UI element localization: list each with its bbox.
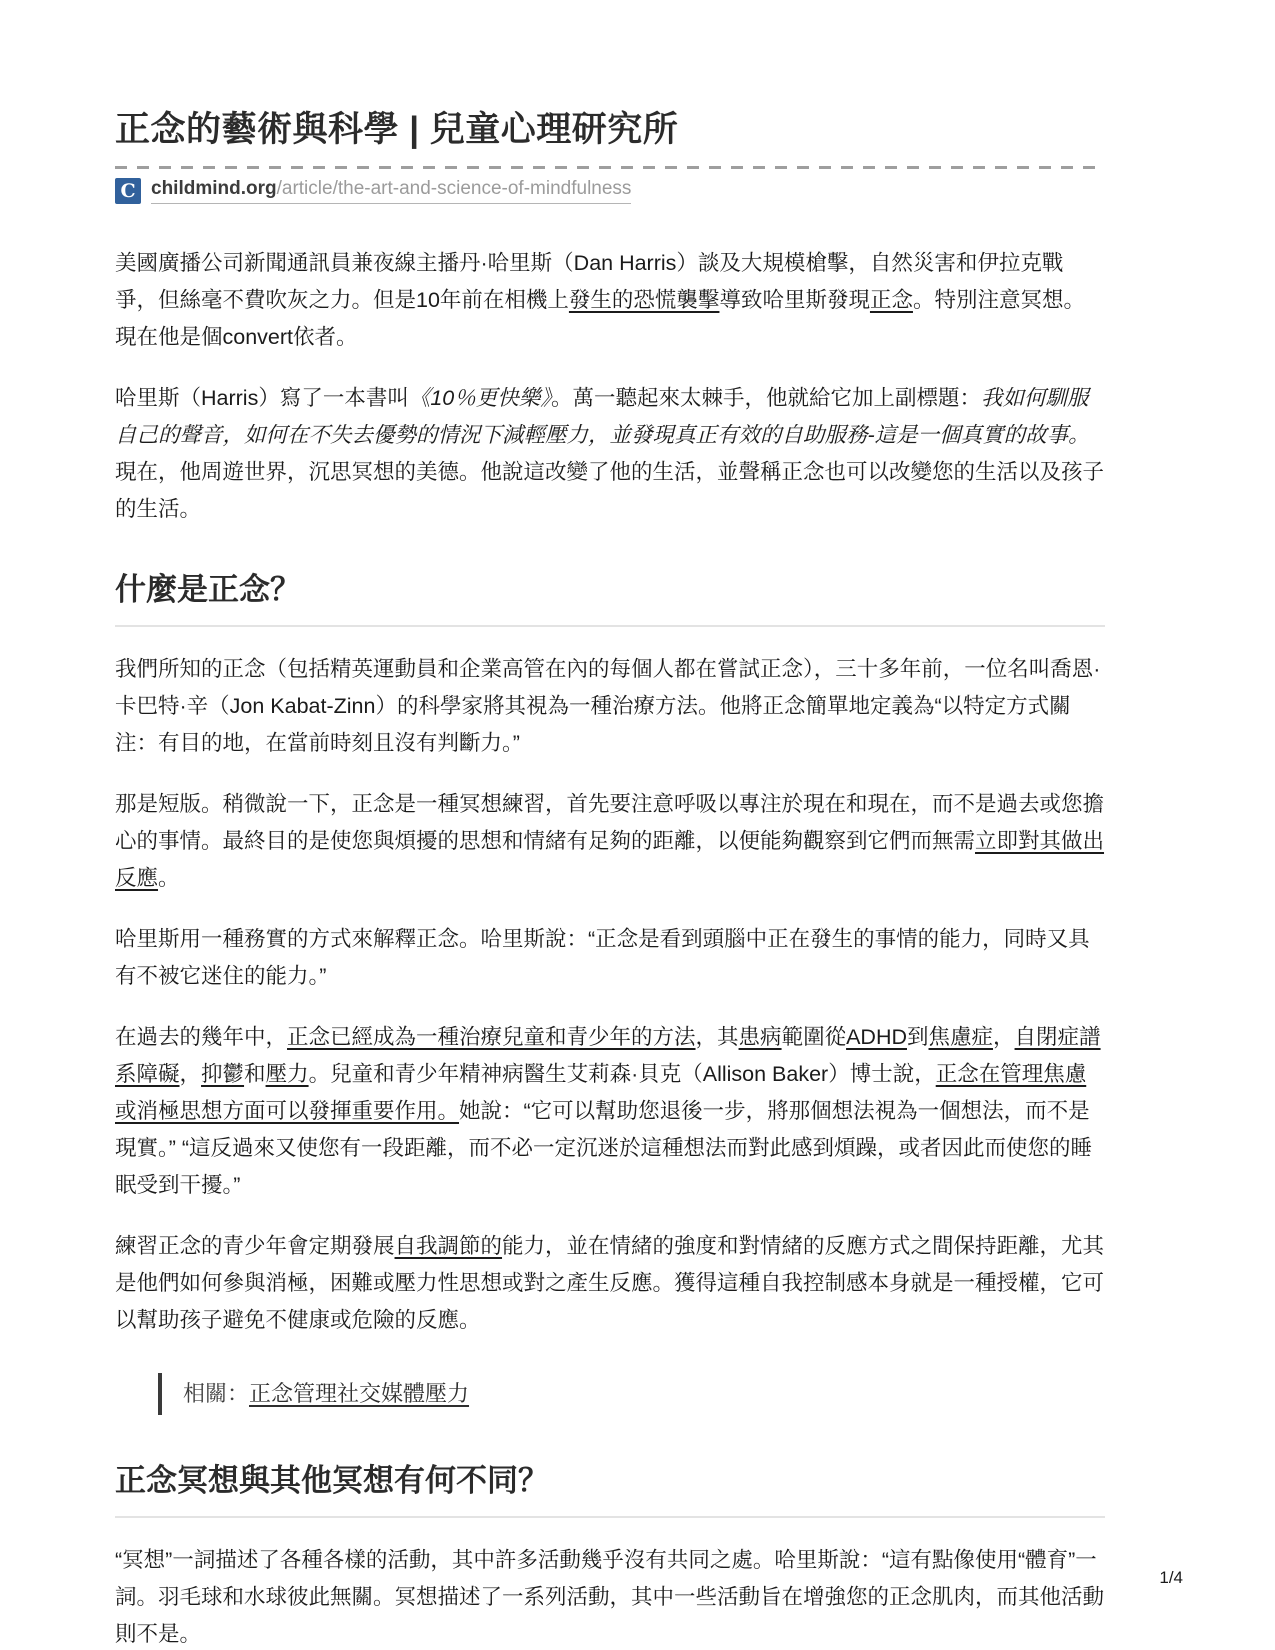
text-segment: 。兒童和青少年精神病醫生艾莉森·貝克（Allison Baker）博士說，: [308, 1062, 936, 1087]
inline-link[interactable]: 焦慮症: [928, 1025, 994, 1050]
inline-link[interactable]: 患病: [738, 1025, 782, 1050]
text-segment: ，: [179, 1062, 202, 1087]
inline-link[interactable]: 正念: [869, 288, 913, 313]
inline-link[interactable]: 正念管理社交媒體壓力: [249, 1381, 470, 1407]
inline-link[interactable]: 自我調節的: [394, 1234, 503, 1259]
inline-link[interactable]: 立即對其做出反應: [115, 829, 1105, 891]
site-favicon-icon: C: [115, 178, 141, 204]
paragraph: [115, 651, 1105, 762]
section-heading: 正念冥想與其他冥想有何不同？: [115, 1455, 1105, 1518]
inline-link[interactable]: 自閉症譜系障礙: [115, 1025, 1101, 1087]
inline-link[interactable]: 正念已經成為一種治療兒童和青少年的方法: [287, 1025, 696, 1050]
inline-link[interactable]: 正念在管理焦慮或消極思想方面可以發揮重要作用。: [115, 1062, 1087, 1124]
inline-link[interactable]: ADHD: [846, 1025, 907, 1050]
text-segment: 她說：“它可以幫助您退後一步，將那個想法視為一個想法，而不是現實。” “這反過來又使您有一段距離，而不必一定沉迷於這種想法而對此感到煩躁，或者因此而使您的睡眠受到干擾。”: [115, 1099, 1093, 1198]
source-domain: childmind.org: [151, 178, 277, 200]
inline-link[interactable]: 壓力: [265, 1062, 309, 1087]
text-segment: 。萬一聽起來太棘手，他就給它加上副標題：: [551, 386, 982, 411]
page-content: [115, 0, 1105, 1650]
text-segment: 那是短版。稍微說一下，正念是一種冥想練習，首先要注意呼吸以專注於現在和現在，而不是過去或您擔心的事情。最終目的是使您與煩擾的思想和情緒有足夠的距離，以便能夠觀察到它們而無需: [115, 792, 1105, 854]
source-url-link[interactable]: [151, 178, 631, 204]
page-number: 1/4: [1159, 1568, 1183, 1587]
paragraph: [115, 245, 1105, 356]
text-segment: 和: [244, 1062, 266, 1087]
paragraph: [115, 921, 1105, 995]
page-title: 正念的藝術與科學 | 兒童心理研究所: [115, 110, 679, 149]
article-content: [115, 245, 1105, 1650]
text-segment: 到: [907, 1025, 929, 1050]
paragraph: [115, 1542, 1105, 1650]
text-segment: ，其: [695, 1025, 739, 1050]
text-segment: 。特別注意冥想。現在他是個convert依者。: [115, 288, 1085, 350]
paragraph: [115, 786, 1105, 897]
dashed-separator: [115, 166, 1105, 169]
inline-link[interactable]: 抑鬱: [201, 1062, 245, 1087]
paragraph: [115, 1019, 1105, 1204]
inline-link[interactable]: 發生的恐慌襲擊: [568, 288, 720, 313]
paragraph: [115, 380, 1105, 528]
text-segment: 我們所知的正念（包括精英運動員和企業高管在內的每個人都在嘗試正念），三十多年前，一位名叫喬恩·卡巴特·辛（Jon Kabat-Zinn）的科學家將其視為一種治療方法。他將正念簡單地定義為“以特定方式關注：有目的地，在當前時刻且沒有判斷力。”: [115, 657, 1101, 756]
text-segment: 哈里斯用一種務實的方式來解釋正念。哈里斯說：“正念是看到頭腦中正在發生的事情的能力，同時又具有不被它迷住的能力。”: [115, 927, 1090, 989]
section-heading: 什麼是正念？: [115, 564, 1105, 627]
text-segment: “冥想”一詞描述了各種各樣的活動，其中許多活動幾乎沒有共同之處。哈里斯說：“這有點像使用“體育”一詞。羽毛球和水球彼此無關。冥想描述了一系列活動，其中一些活動旨在增強您的正念肌肉，而其他活動則不是。: [115, 1548, 1105, 1647]
source-line: [115, 178, 1105, 204]
text-segment: 。: [158, 866, 180, 891]
text-segment: 哈里斯（Harris）寫了一本書叫: [115, 386, 409, 411]
text-segment: 《10％更快樂》: [408, 386, 552, 411]
text-segment: 練習正念的青少年會定期發展: [115, 1234, 395, 1259]
related-quote: [158, 1373, 1105, 1415]
paragraph: [115, 1228, 1105, 1339]
text-segment: 在過去的幾年中，: [115, 1025, 288, 1050]
text-segment: 相關：: [183, 1381, 250, 1407]
text-segment: 美國廣播公司新聞通訊員兼夜線主播丹·哈里斯（Dan Harris）談及大規模槍擊，自然災害和伊拉克戰爭，但絲毫不費吹灰之力。但是10年前在相機上: [115, 251, 1064, 313]
text-segment: 導致哈里斯發現: [719, 288, 870, 313]
text-segment: ，: [993, 1025, 1015, 1050]
text-segment: 能力，並在情緒的強度和對情緒的反應方式之間保持距離，尤其是他們如何參與消極，困難或壓力性思想或對之產生反應。獲得這種自我控制感本身就是一種授權，它可以幫助孩子避免不健康或危險的反應。: [115, 1234, 1105, 1333]
text-segment: 我如何馴服自己的聲音，如何在不失去優勢的情況下減輕壓力，並發現真正有效的自助服務-這是一個真實的故事。: [115, 386, 1090, 448]
source-path: /article/the-art-and-science-of-mindfulness: [276, 178, 632, 200]
text-segment: 現在，他周遊世界，沉思冥想的美德。他說這改變了他的生活，並聲稱正念也可以改變您的生活以及孩子的生活。: [115, 460, 1105, 522]
text-segment: 範圍從: [781, 1025, 847, 1050]
